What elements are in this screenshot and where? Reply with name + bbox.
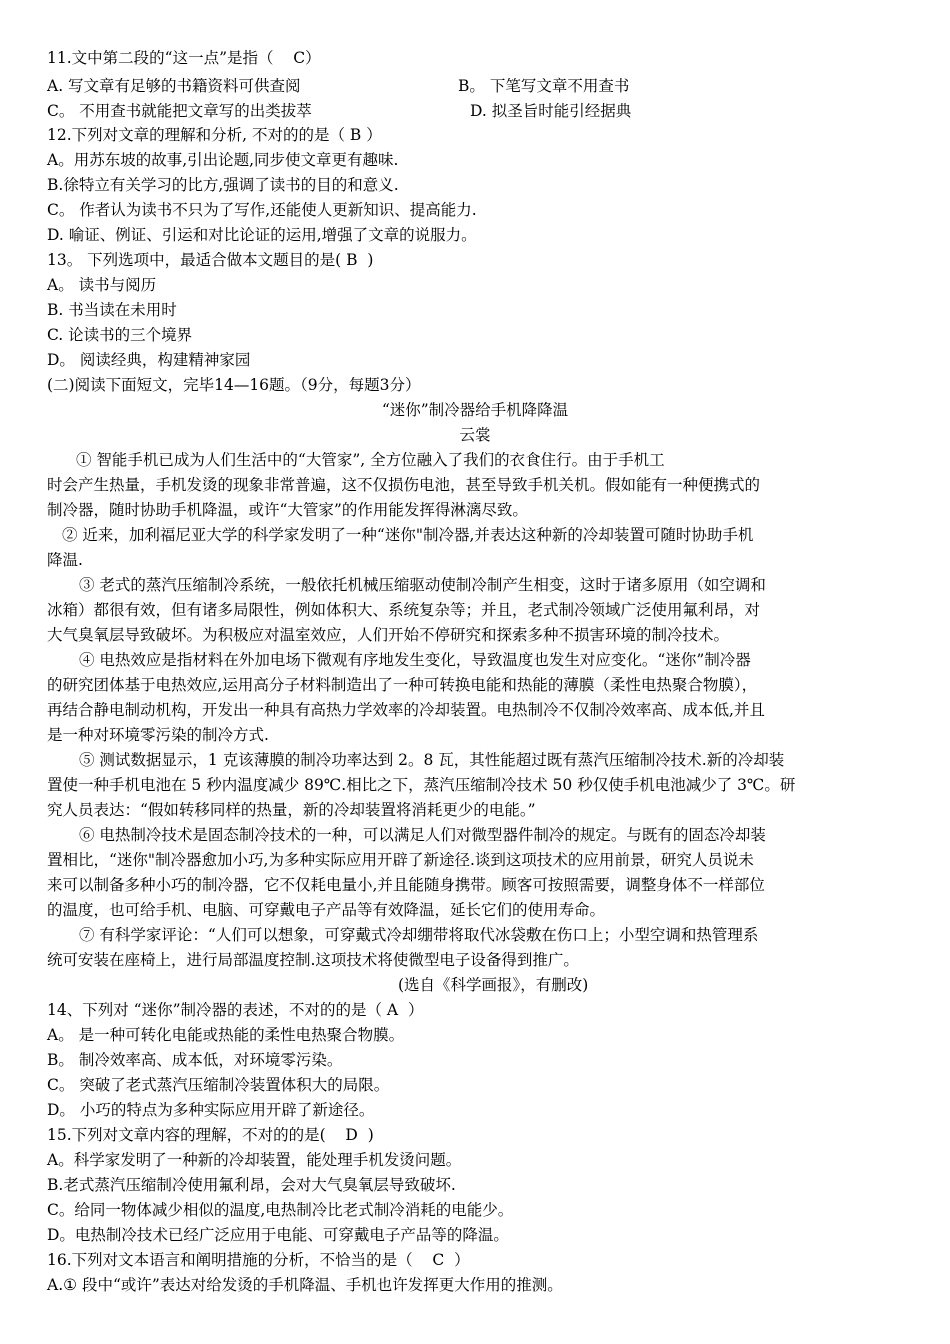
paragraph-1-line: ① 智能手机已成为人们生活中的“大管家”, 全方位融入了我们的衣食住行。由于手机工 xyxy=(76,451,665,469)
section-heading: (二)阅读下面短文，完毕14—16题。（9分，每题3分） xyxy=(47,376,421,394)
q12-option-a: A。用苏东坡的故事,引出论题,同步使文章更有趣味. xyxy=(47,151,399,169)
paragraph-6-line: 的温度，也可给手机、电脑、可穿戴电子产品等有效降温，延长它们的使用寿命。 xyxy=(47,901,606,919)
q13-option-d: D。 阅读经典，构建精神家园 xyxy=(47,351,251,369)
q14-option-d: D。 小巧的特点为多种实际应用开辟了新途径。 xyxy=(47,1101,375,1119)
q11-option-a: A. 写文章有足够的书籍资料可供查阅 xyxy=(47,77,301,95)
q16-stem: 16.下列对文本语言和阐明措施的分析，不恰当的是（ C ） xyxy=(47,1251,470,1269)
paragraph-2-line: ② 近来，加利福尼亚大学的科学家发明了一种“迷你"制冷器,并表达这种新的冷却装置可随时协助手机 xyxy=(62,526,754,544)
paragraph-6-line: ⑥ 电热制冷技术是固态制冷技术的一种，可以满足人们对微型器件制冷的规定。与既有的固态冷却装 xyxy=(79,826,766,844)
q14-option-a: A。 是一种可转化电能或热能的柔性电热聚合物膜。 xyxy=(47,1026,405,1044)
q13-option-b: B. 书当读在未用时 xyxy=(47,301,177,319)
q15-option-b: B.老式蒸汽压缩制冷使用氟利昂，会对大气臭氧层导致破坏. xyxy=(47,1176,456,1194)
paragraph-6-line: 置相比，“迷你"制冷器愈加小巧,为多种实际应用开辟了新途径.谈到这项技术的应用前景，研究人员说未 xyxy=(47,851,754,869)
q13-option-a: A。 读书与阅历 xyxy=(47,276,157,294)
q11-stem: 11.文中第二段的“这一点”是指（ C） xyxy=(47,49,321,67)
passage-source: (选自《科学画报》，有删改) xyxy=(398,976,589,994)
q15-stem: 15.下列对文章内容的理解，不对的的是( D ) xyxy=(47,1126,374,1144)
paragraph-6-line: 来可以制备多种小巧的制冷器，它不仅耗电量小,并且能随身携带。顾客可按照需要，调整身体不一样部位 xyxy=(47,876,765,894)
q11-option-b: B。 下笔写文章不用查书 xyxy=(458,77,630,95)
paragraph-5-line: 究人员表达：“假如转移同样的热量，新的冷却装置将消耗更少的电能。” xyxy=(47,801,536,819)
paragraph-5-line: ⑤ 测试数据显示，1 克该薄膜的制冷功率达到 2。8 瓦，其性能超过既有蒸汽压缩制冷技术.新的冷却装 xyxy=(79,751,785,769)
paragraph-5-line: 置使一种手机电池在 5 秒内温度减少 89℃.相比之下，蒸汽压缩制冷技术 50 秒仅使手机电池减少了 3℃。研 xyxy=(47,776,796,794)
q16-option-a: A.① 段中“或许”表达对给发烫的手机降温、手机也许发挥更大作用的推测。 xyxy=(47,1276,563,1294)
q12-option-c: C。 作者认为读书不只为了写作,还能使人更新知识、提高能力. xyxy=(47,201,477,219)
paragraph-1-line: 时会产生热量，手机发烫的现象非常普遍，这不仅损伤电池，甚至导致手机关机。假如能有一种便携式的 xyxy=(47,476,761,494)
q15-option-d: D。电热制冷技术已经广泛应用于电能、可穿戴电子产品等的降温。 xyxy=(47,1226,509,1244)
article-title: “迷你”制冷器给手机降降温 xyxy=(381,401,569,419)
q11-option-c: C。 不用查书就能把文章写的出类拔萃 xyxy=(47,102,312,120)
q14-option-c: C。 突破了老式蒸汽压缩制冷装置体积大的局限。 xyxy=(47,1076,390,1094)
paragraph-2-line: 降温. xyxy=(47,551,83,569)
paragraph-3-line: 冰箱）都很有效，但有诸多局限性，例如体积大、系统复杂等；并且，老式制冷领域广泛使用氟利昂，对 xyxy=(47,601,761,619)
paragraph-3-line: 大气臭氧层导致破坏。为积极应对温室效应，人们开始不停研究和探索多种不损害环境的制冷技术。 xyxy=(47,626,730,644)
q11-option-d: D. 拟圣旨时能引经据典 xyxy=(470,102,632,120)
q13-stem: 13。 下列选项中，最适合做本文题目的是( B ) xyxy=(47,251,374,269)
paragraph-4-line: 是一种对环境零污染的制冷方式. xyxy=(47,726,269,744)
q12-option-b: B.徐特立有关学习的比方,强调了读书的目的和意义. xyxy=(47,176,399,194)
paragraph-4-line: ④ 电热效应是指材料在外加电场下微观有序地发生变化，导致温度也发生对应变化。“迷你”制冷器 xyxy=(79,651,751,669)
paragraph-7-line: ⑦ 有科学家评论：“人们可以想象，可穿戴式冷却绷带将取代冰袋敷在伤口上；小型空调和热管理系 xyxy=(79,926,759,944)
q12-option-d: D. 喻证、例证、引运和对比论证的运用,增强了文章的说服力。 xyxy=(47,226,477,244)
q14-stem: 14、下列对 “迷你”制冷器的表述，不对的的是（ A ） xyxy=(47,1001,424,1019)
paragraph-1-line: 制冷器，随时协助手机降温，或许“大管家”的作用能发挥得淋漓尽致。 xyxy=(47,501,528,519)
paragraph-3-line: ③ 老式的蒸汽压缩制冷系统，一般依托机械压缩驱动使制冷制产生相变，这时于诸多原用（如空调和 xyxy=(79,576,766,594)
paragraph-4-line: 再结合静电制动机构，开发出一种具有高热力学效率的冷却装置。电热制冷不仅制冷效率高、成本低,并且 xyxy=(47,701,765,719)
q12-stem: 12.下列对文章的理解和分析, 不对的的是（ B ） xyxy=(47,126,382,144)
q15-option-c: C。给同一物体减少相似的温度,电热制冷比老式制冷消耗的电能少。 xyxy=(47,1201,514,1219)
q13-option-c: C. 论读书的三个境界 xyxy=(47,326,193,344)
q14-option-b: B。 制冷效率高、成本低，对环境零污染。 xyxy=(47,1051,343,1069)
q15-option-a: A。科学家发明了一种新的冷却装置，能处理手机发烫问题。 xyxy=(47,1151,462,1169)
article-author: 云裳 xyxy=(459,426,491,444)
paragraph-4-line: 的研究团体基于电热效应,运用高分子材料制造出了一种可转换电能和热能的薄膜（柔性电热聚合物膜）， xyxy=(47,676,758,694)
paragraph-7-line: 统可安装在座椅上，进行局部温度控制.这项技术将使微型电子设备得到推广。 xyxy=(47,951,579,969)
